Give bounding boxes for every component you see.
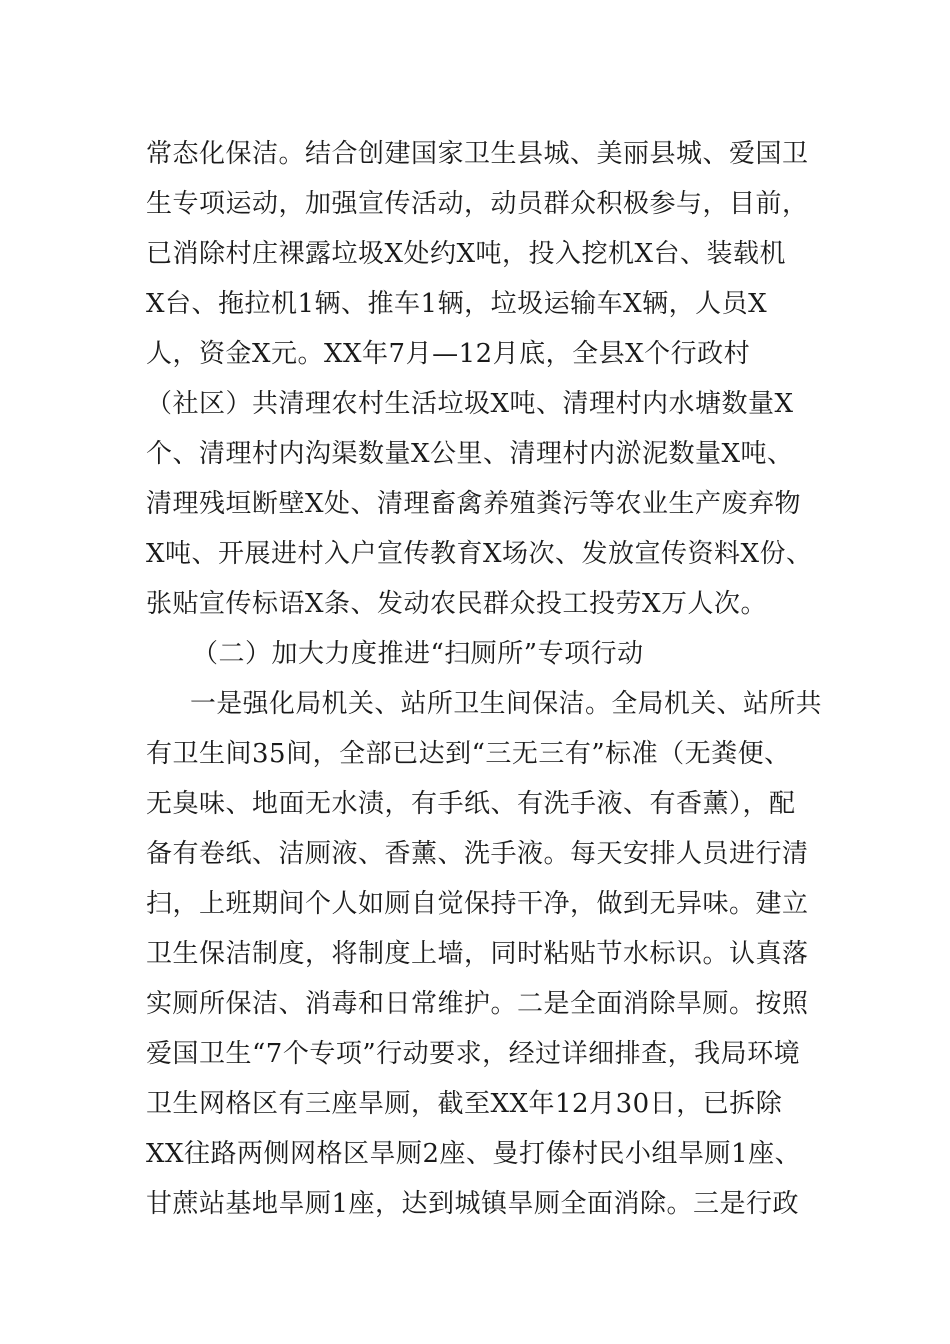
text-line-14: 无臭味、地面无水渍，有手纸、有洗手液、有香薰），配 [146,789,796,819]
text-line-6: （社区）共清理农村生活垃圾X吨、清理村内水塘数量X [146,389,794,419]
text-line-13: 有卫生间35间，全部已达到“三无三有”标准（无粪便、 [146,739,791,769]
text-line-12: 一是强化局机关、站所卫生间保洁。全局机关、站所共 [190,689,823,719]
text-line-22: 甘蔗站基地旱厕1座，达到城镇旱厕全面消除。三是行政 [146,1189,800,1219]
text-line-9: X吨、开展进村入户宣传教育X场次、发放宣传资料X份、 [146,539,813,569]
text-line-3: 已消除村庄裸露垃圾X处约X吨，投入挖机X台、装载机 [146,239,787,269]
text-line-17: 卫生保洁制度，将制度上墙，同时粘贴节水标识。认真落 [146,939,809,969]
text-line-7: 个、清理村内沟渠数量X公里、清理村内淤泥数量X吨、 [146,439,794,469]
text-line-20: 卫生网格区有三座旱厕，截至XX年12月30日，已拆除 [146,1089,783,1119]
text-line-16: 扫，上班期间个人如厕自觉保持干净，做到无异味。建立 [146,889,809,919]
text-line-2: 生专项运动，加强宣传活动，动员群众积极参与，目前， [146,189,809,219]
text-line-1: 常态化保洁。结合创建国家卫生县城、美丽县城、爱国卫 [146,139,809,169]
text-line-18: 实厕所保洁、消毒和日常维护。二是全面消除旱厕。按照 [146,989,809,1019]
text-line-15: 备有卷纸、洁厕液、香薰、洗手液。每天安排人员进行清 [146,839,809,869]
text-line-4: X台、拖拉机1辆、推车1辆，垃圾运输车X辆，人员X [146,289,768,319]
text-line-8: 清理残垣断壁X处、清理畜禽养殖粪污等农业生产废弃物 [146,489,802,519]
section-heading: （二）加大力度推进“扫厕所”专项行动 [192,639,644,669]
text-line-21: XX往路两侧网格区旱厕2座、曼打傣村民小组旱厕1座、 [146,1139,802,1169]
text-line-5: 人，资金X元。XX年7月—12月底，全县X个行政村 [146,339,751,369]
text-line-10: 张贴宣传标语X条、发动农民群众投工投劳X万人次。 [146,589,768,619]
text-line-19: 爱国卫生“7个专项”行动要求，经过详细排查，我局环境 [146,1039,801,1069]
